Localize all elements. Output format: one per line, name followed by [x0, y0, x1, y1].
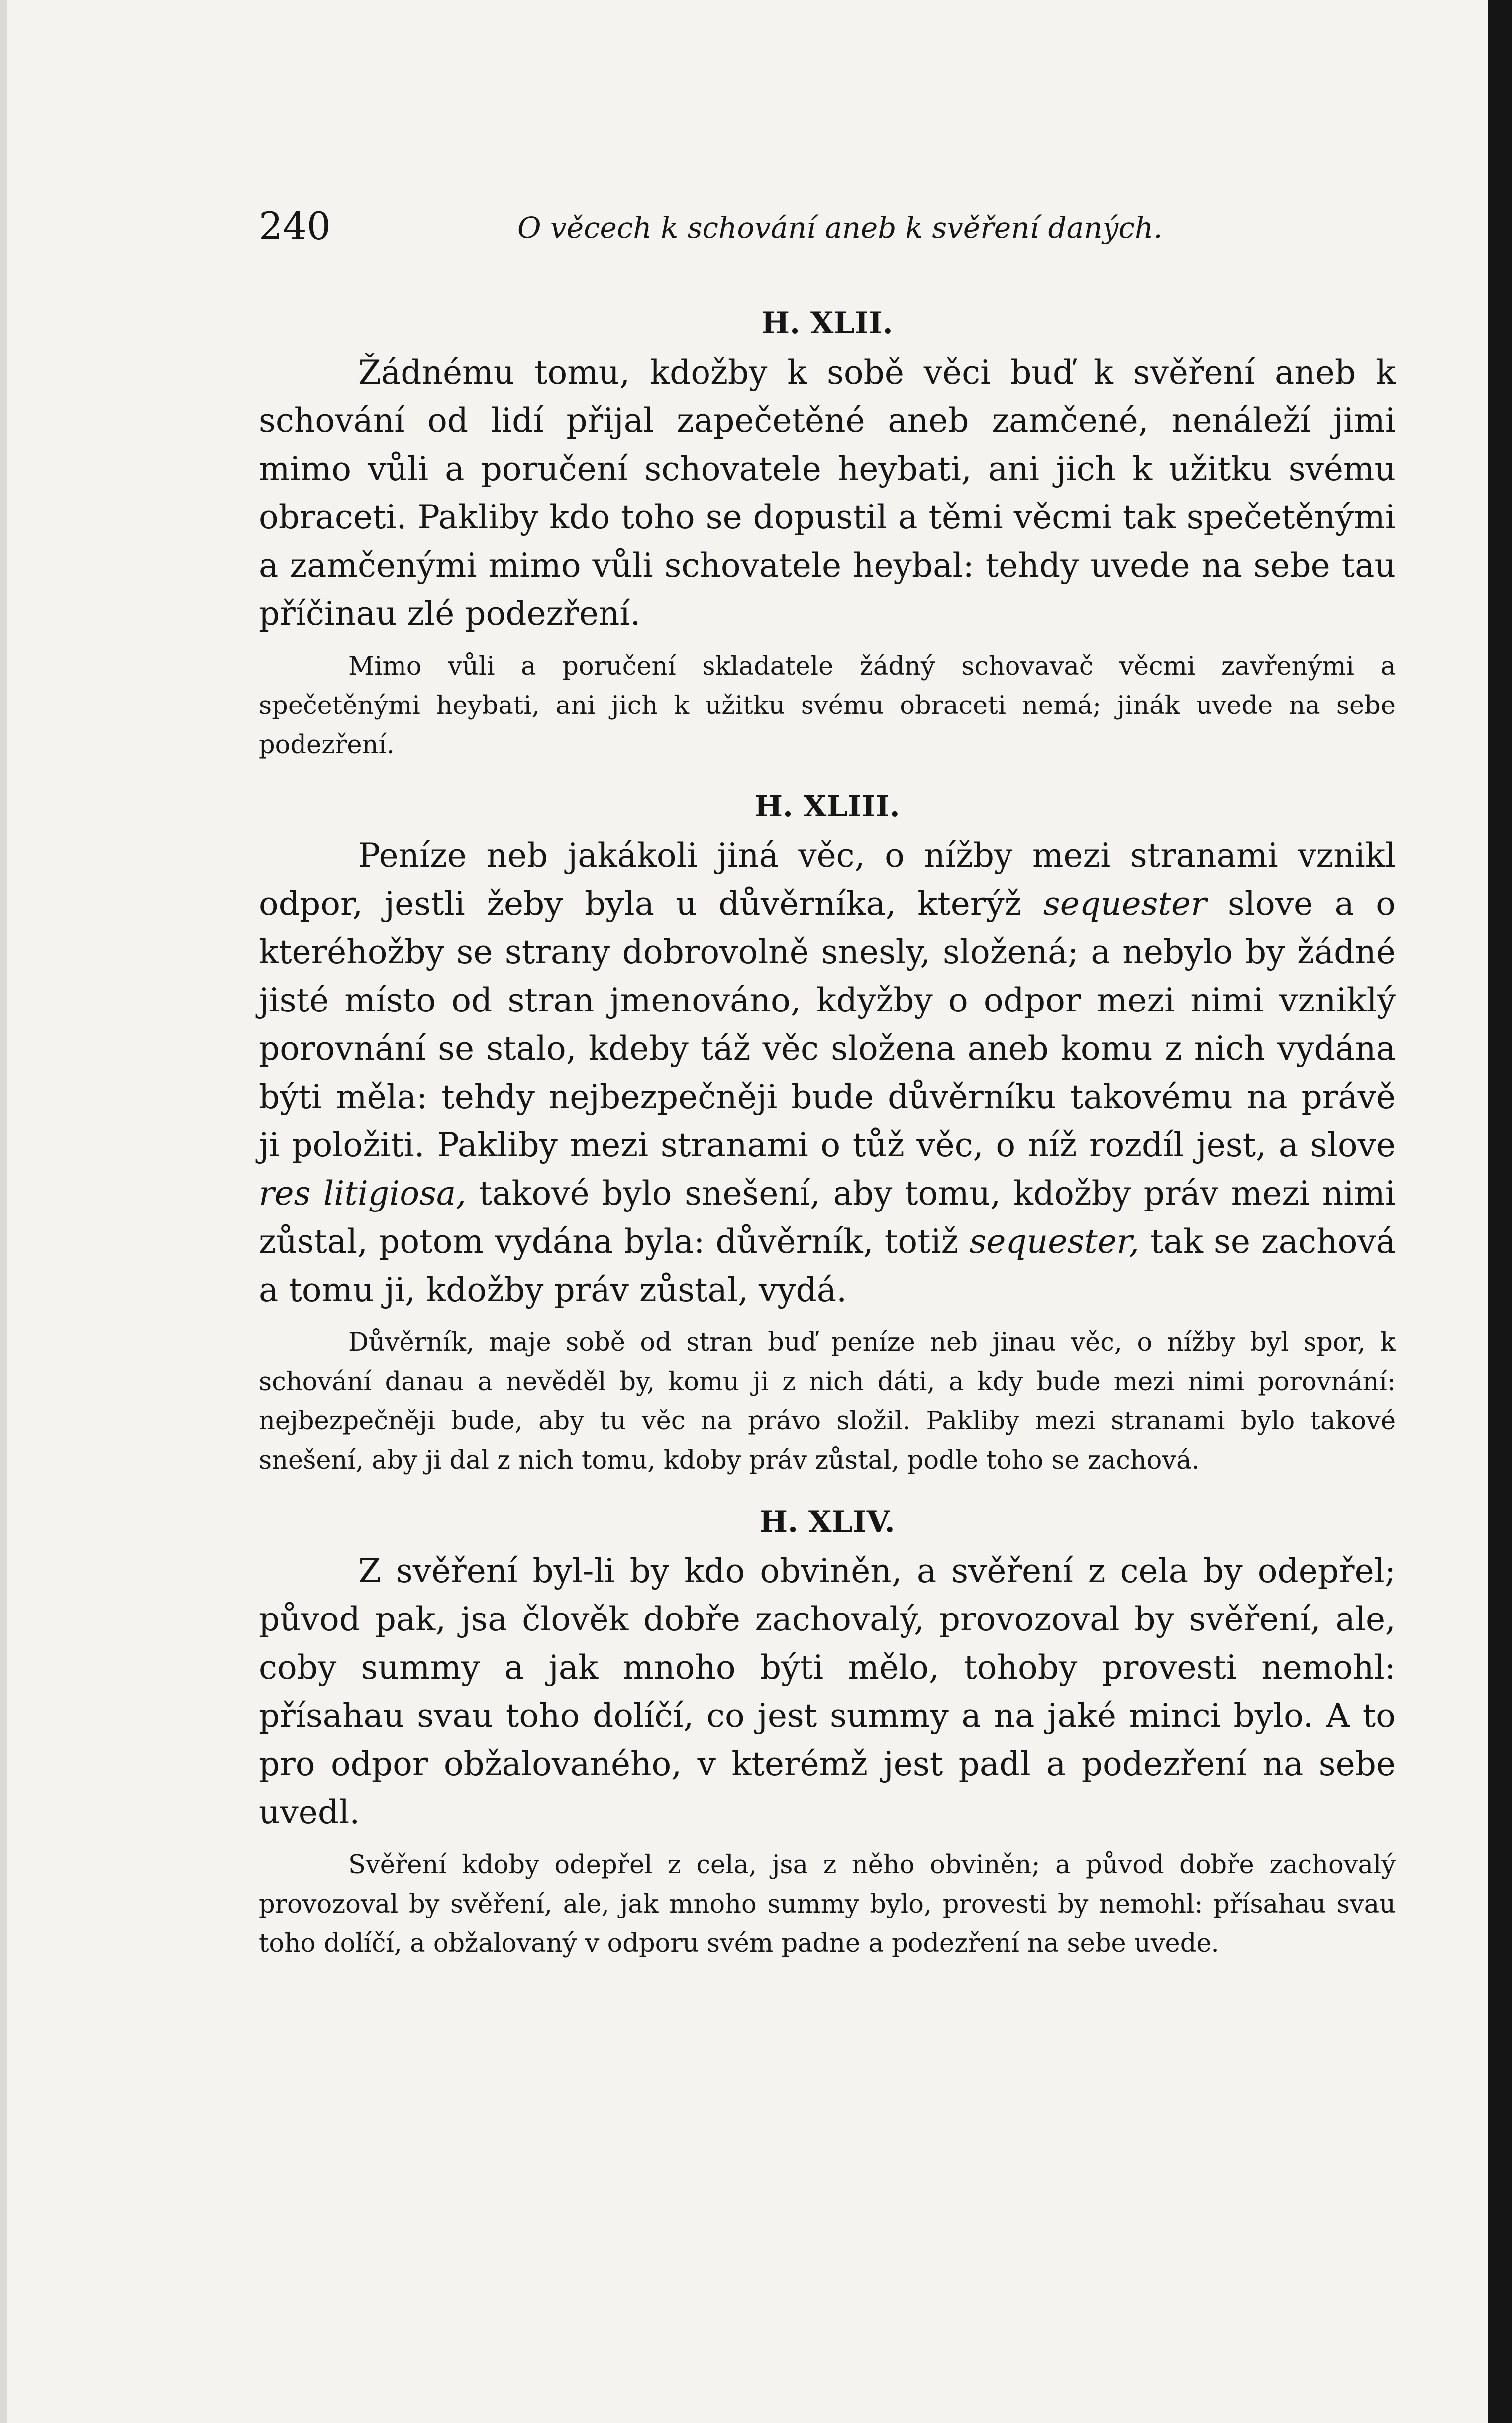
running-title: O věcech k schování aneb k svěření daných.	[517, 211, 1163, 245]
paragraph-text: takové bylo snešení, aby tomu, kdožby práv mezi nimi zůstal, potom vydána byla: důvěrník, totiž	[259, 1174, 1396, 1261]
section-note: Mimo vůli a poručení skladatele žádný schovavač věcmi zavřenými a spečetěnými heybati, ani jich k užitku svému obraceti nemá; jinák uvede na sebe podezření.	[259, 652, 1396, 760]
section-paragraph: Z svěření byl-li by kdo obviněn, a svěření z cela by odepřel; původ pak, jsa člověk dobře zachovalý, provozoval by svěření, ale, coby summy a jak mnoho býti mělo, tohoby provesti nemohl: přísahau svau toho dolíčí, co jest summy a na jaké minci bylo. A to pro odpor obžalovaného, v kterémž jest padl a podezření na sebe uvedl.	[259, 1552, 1396, 1831]
section-heading: H. XLII.	[761, 306, 893, 341]
section-xlii	[259, 299, 1396, 765]
section-paragraph: Žádnému tomu, kdožby k sobě věci buď k svěření aneb k schování od lidí přijal zapečetěné aneb zamčené, nenáleží jimi mimo vůli a poručení schovatele heybati, ani jich k užitku svému obraceti. Pakliby kdo toho se dopustil a těmi věcmi tak spečetěnými a zamčenými mimo vůli schovatele heybal: tehdy uvede na sebe tau příčinau zlé podezření.	[259, 353, 1396, 633]
latin-term: sequester	[1043, 885, 1207, 923]
page-number: 240	[259, 204, 331, 248]
book-page	[259, 189, 1396, 1963]
section-xliii	[259, 782, 1396, 1480]
latin-term: sequester,	[969, 1222, 1140, 1261]
paragraph-text: slove a o kteréhožby se strany dobrovolně snesly, složená; a nebylo by žádné jisté místo od stran jmenováno, kdyžby o odpor mezi nimi vzniklý porovnání se stalo, kdeby táž věc složena aneb komu z nich vydána býti měla: tehdy nejbezpečněji bude důvěrníku takovému na právě ji položiti. Pakliby mezi stranami o tůž věc, o níž rozdíl jest, a slove	[259, 885, 1396, 1164]
page-header	[259, 189, 1396, 269]
latin-term: res litigiosa,	[259, 1174, 467, 1212]
section-paragraph	[259, 831, 1396, 1314]
scan-right-border	[1488, 0, 1512, 2423]
section-note: Svěření kdoby odepřel z cela, jsa z něho obviněn; a původ dobře zachovalý provozoval by svěření, ale, jak mnoho summy bylo, provesti by nemohl: přísahau svau toho dolíčí, a obžalovaný v odporu svém padne a podezření na sebe uvede.	[259, 1850, 1396, 1958]
section-heading: H. XLIV.	[759, 1505, 895, 1539]
paragraph-text: Peníze neb jakákoli jiná věc, o nížby mezi stranami vznikl odpor, jestli žeby byla u důvěrníka, kterýž	[259, 836, 1396, 923]
scan-left-margin	[0, 0, 7, 2423]
section-xliv	[259, 1497, 1396, 1963]
section-heading: H. XLIII.	[754, 789, 900, 824]
section-note: Důvěrník, maje sobě od stran buď peníze neb jinau věc, o nížby byl spor, k schování danau a nevěděl by, komu ji z nich dáti, a kdy bude mezi nimi porovnání: nejbezpečněji bude, aby tu věc na právo složil. Pakliby mezi stranami bylo takové snešení, aby ji dal z nich tomu, kdoby práv zůstal, podle toho se zachová.	[259, 1328, 1396, 1475]
paragraph-text: tak se zachová a tomu ji, kdožby práv zůstal, vydá.	[259, 1222, 1396, 1309]
